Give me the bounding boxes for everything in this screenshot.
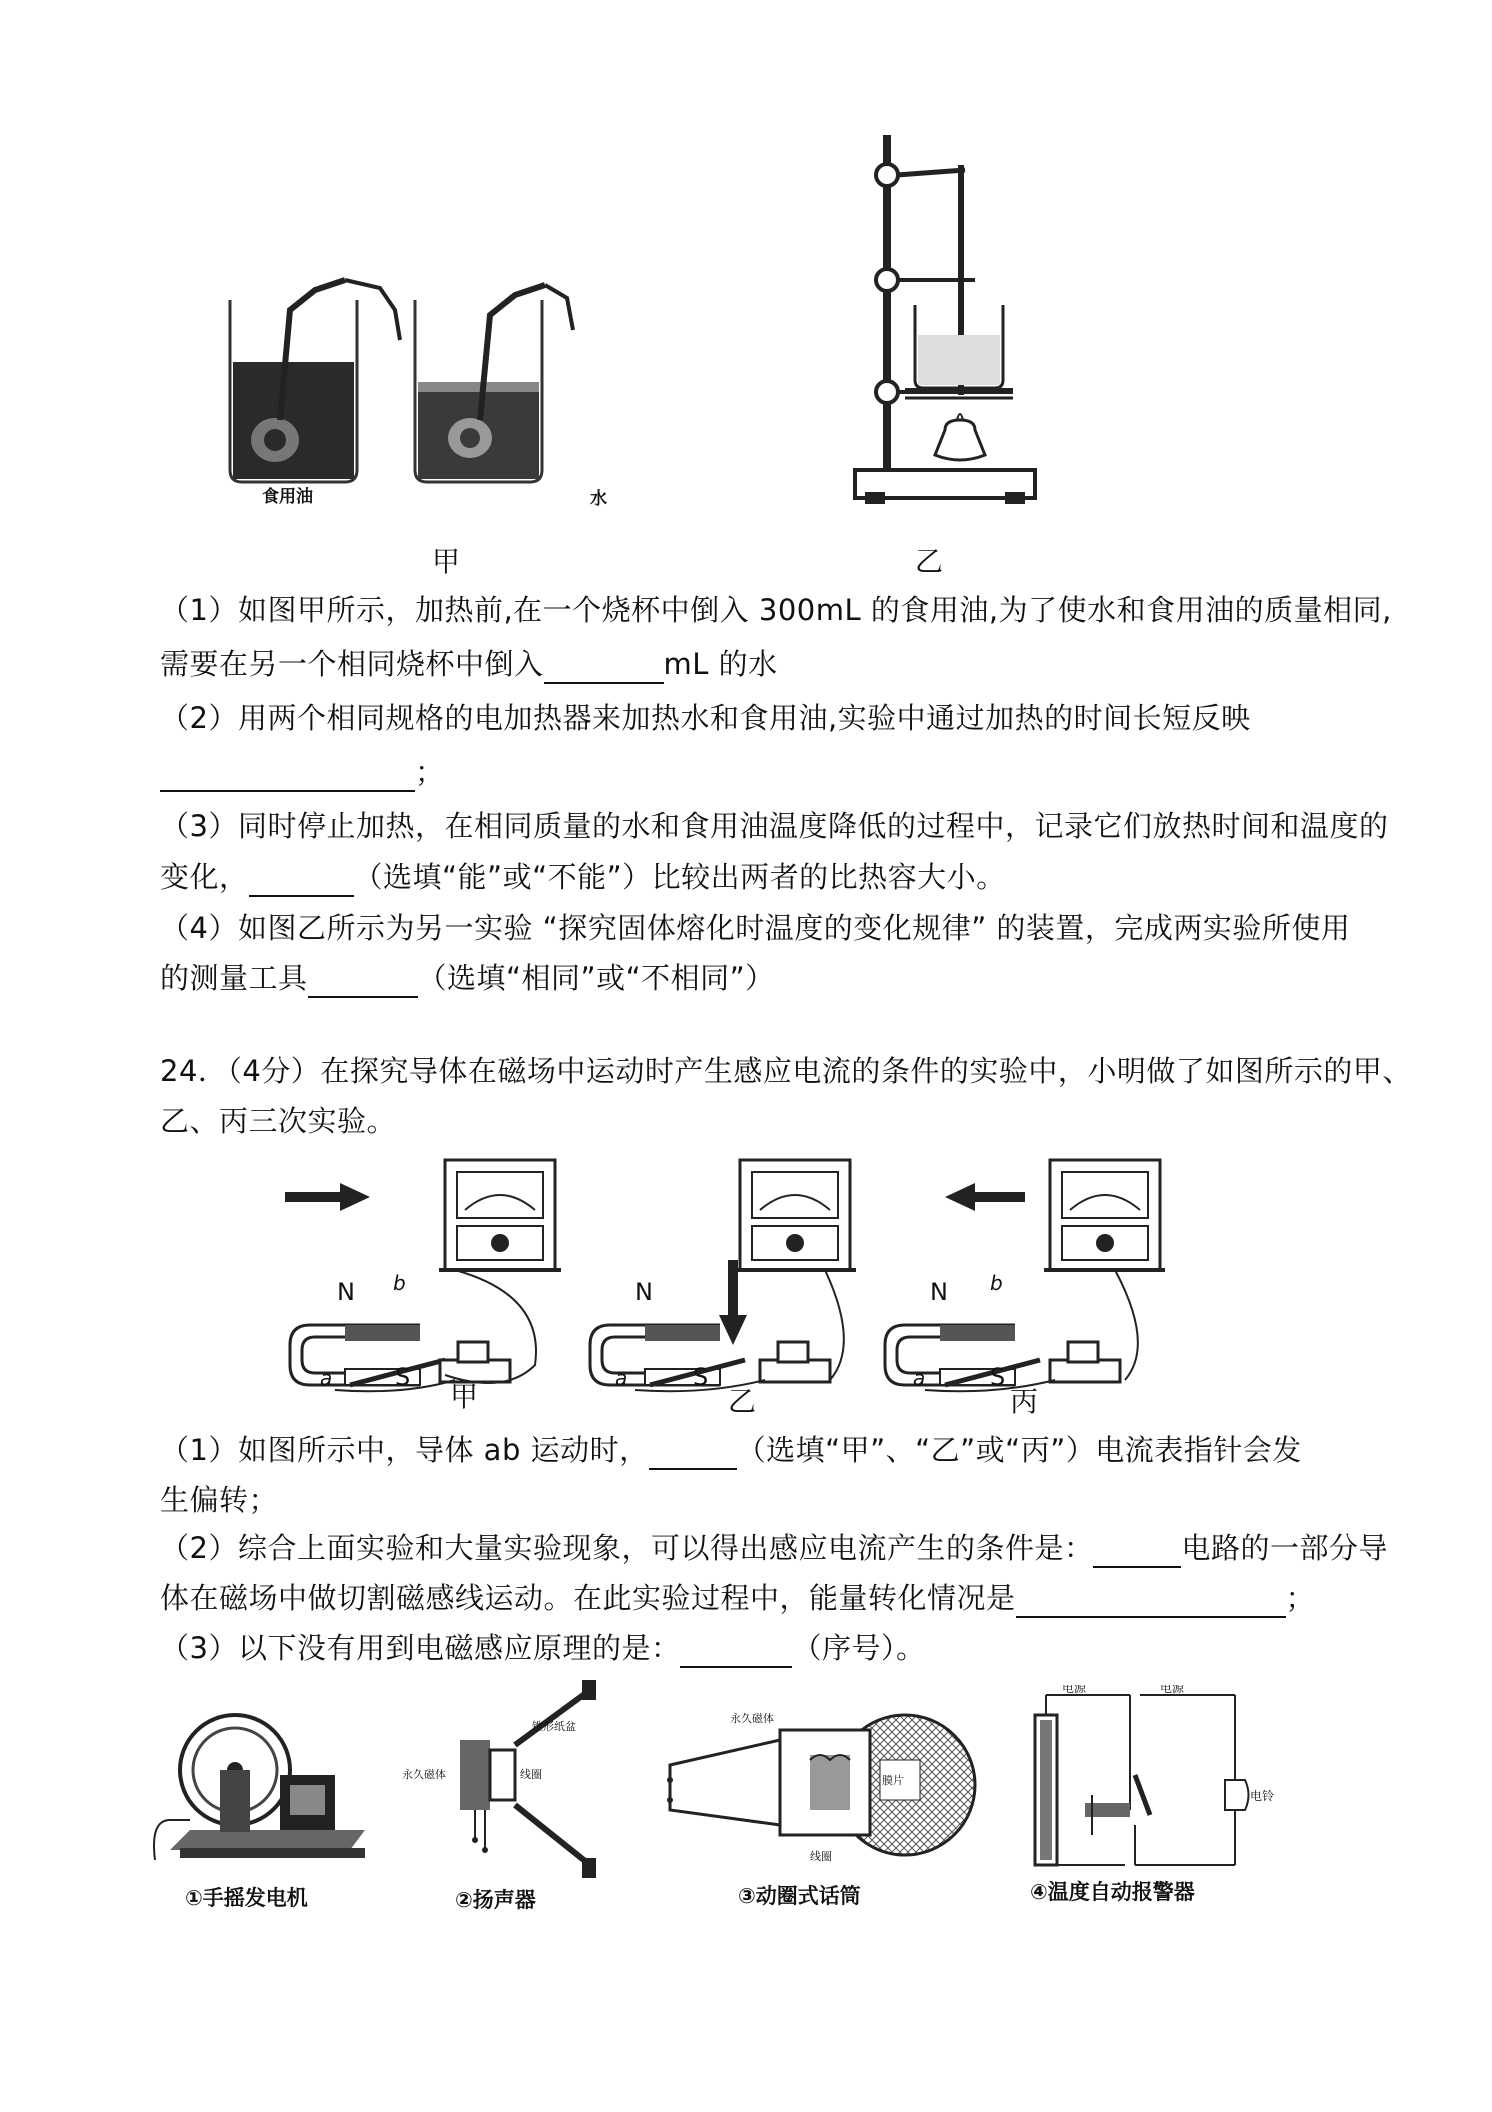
option-caption-2: ②扬声器 [455, 1888, 536, 1912]
svg-text:a: a [320, 1366, 333, 1390]
q24-part1-line1: （1）如图所示中，导体 ab 运动时， （选填“甲”、“乙”或“丙”）电流表指针会发 [160, 1430, 1302, 1470]
setup-caption-bing: 丙 [1010, 1385, 1039, 1418]
svg-text:S: S [395, 1363, 411, 1391]
svg-text:线圈: 线圈 [810, 1850, 832, 1863]
q23-part2-line1: （2）用两个相同规格的电加热器来加热水和食用油,实验中通过加热的时间长短反映 [160, 701, 1251, 735]
setup-jia [285, 1160, 561, 1391]
answer-blank-8[interactable] [680, 1636, 792, 1668]
q23-part3-line2: 变化， （选填“能”或“不能”）比较出两者的比热容大小。 [160, 857, 1006, 897]
q23-part2-line2: ； [160, 752, 445, 792]
q23-part3-line1: （3）同时停止加热，在相同质量的水和食用油温度降低的过程中，记录它们放热时间和温度的 [160, 809, 1389, 843]
q24-part2-line1: （2）综合上面实验和大量实验现象，可以得出感应电流产生的条件是： 电路的一部分导 [160, 1528, 1388, 1568]
answer-blank-7[interactable] [1016, 1586, 1286, 1618]
svg-text:电源: 电源 [1160, 1685, 1185, 1695]
beaker-water [415, 285, 573, 482]
setup-bing [885, 1160, 1165, 1391]
beaker-water-label: 水 [590, 489, 607, 509]
svg-text:膜片: 膜片 [882, 1774, 904, 1787]
answer-blank-2[interactable] [160, 760, 415, 792]
q24-part2-line2: 体在磁场中做切割磁感线运动。在此实验过程中，能量转化情况是 ； [160, 1578, 1315, 1618]
figure-beakers [215, 270, 575, 510]
option-caption-3: ③动圈式话筒 [738, 1884, 861, 1908]
q23-part4-line1: （4）如图乙所示为另一实验 “探究固体熔化时温度的变化规律” 的装置，完成两实验所使用 [160, 911, 1351, 945]
answer-blank-5[interactable] [649, 1438, 737, 1470]
q24-part1-line2: 生偏转； [160, 1483, 279, 1517]
q23-part1-line2: 需要在另一个相同烧杯中倒入 mL 的水 [160, 644, 778, 684]
beaker-oil-label: 食用油 [262, 487, 313, 507]
option-caption-4: ④温度自动报警器 [1030, 1880, 1195, 1904]
option-microphone [660, 1700, 980, 1870]
svg-text:N: N [635, 1278, 653, 1306]
option-hand-generator [150, 1700, 380, 1870]
option-caption-1: ①手摇发电机 [185, 1886, 308, 1910]
answer-blank-6[interactable] [1093, 1536, 1181, 1568]
option-speaker [400, 1680, 610, 1880]
svg-text:N: N [337, 1278, 355, 1306]
svg-text:b: b [393, 1271, 406, 1295]
answer-blank-3[interactable] [249, 865, 354, 897]
setup-caption-jia: 甲 [450, 1380, 479, 1413]
q24-part3-line1: （3）以下没有用到电磁感应原理的是： （序号）。 [160, 1628, 925, 1668]
svg-text:S: S [990, 1363, 1006, 1391]
figure-melting-apparatus [845, 130, 1045, 510]
q23-part4-line2: 的测量工具 （选填“相同”或“不相同”） [160, 958, 775, 998]
svg-text:锥形纸盆: 锥形纸盆 [532, 1720, 576, 1733]
svg-text:电铃: 电铃 [1250, 1789, 1275, 1803]
svg-text:a: a [615, 1366, 628, 1390]
setup-caption-yi: 乙 [728, 1385, 757, 1418]
q24-stem-line1: 24．（4分）在探究导体在磁场中运动时产生感应电流的条件的实验中，小明做了如图所示的甲、 [160, 1054, 1412, 1088]
svg-text:S: S [693, 1363, 709, 1391]
svg-text:b: b [990, 1271, 1003, 1295]
figure-induction-setups [285, 1145, 1165, 1415]
answer-blank-4[interactable] [308, 966, 418, 998]
figure-caption-yi: 乙 [915, 545, 944, 578]
figure-caption-jia: 甲 [432, 545, 461, 578]
svg-text:线圈: 线圈 [520, 1768, 542, 1781]
svg-text:电源: 电源 [1062, 1685, 1087, 1695]
svg-text:N: N [930, 1278, 948, 1306]
svg-text:a: a [913, 1366, 926, 1390]
beaker-oil [230, 280, 400, 482]
answer-blank-1[interactable] [544, 652, 664, 684]
setup-yi [590, 1160, 856, 1391]
q23-part1-line1: （1）如图甲所示，加热前,在一个烧杯中倒入 300mL 的食用油,为了使水和食用油的质量相同, [160, 593, 1392, 627]
svg-text:永久磁体: 永久磁体 [730, 1712, 774, 1725]
svg-text:永久磁体: 永久磁体 [402, 1768, 446, 1781]
q24-stem-line2: 乙、丙三次实验。 [160, 1104, 397, 1138]
option-temperature-alarm [1010, 1685, 1290, 1870]
